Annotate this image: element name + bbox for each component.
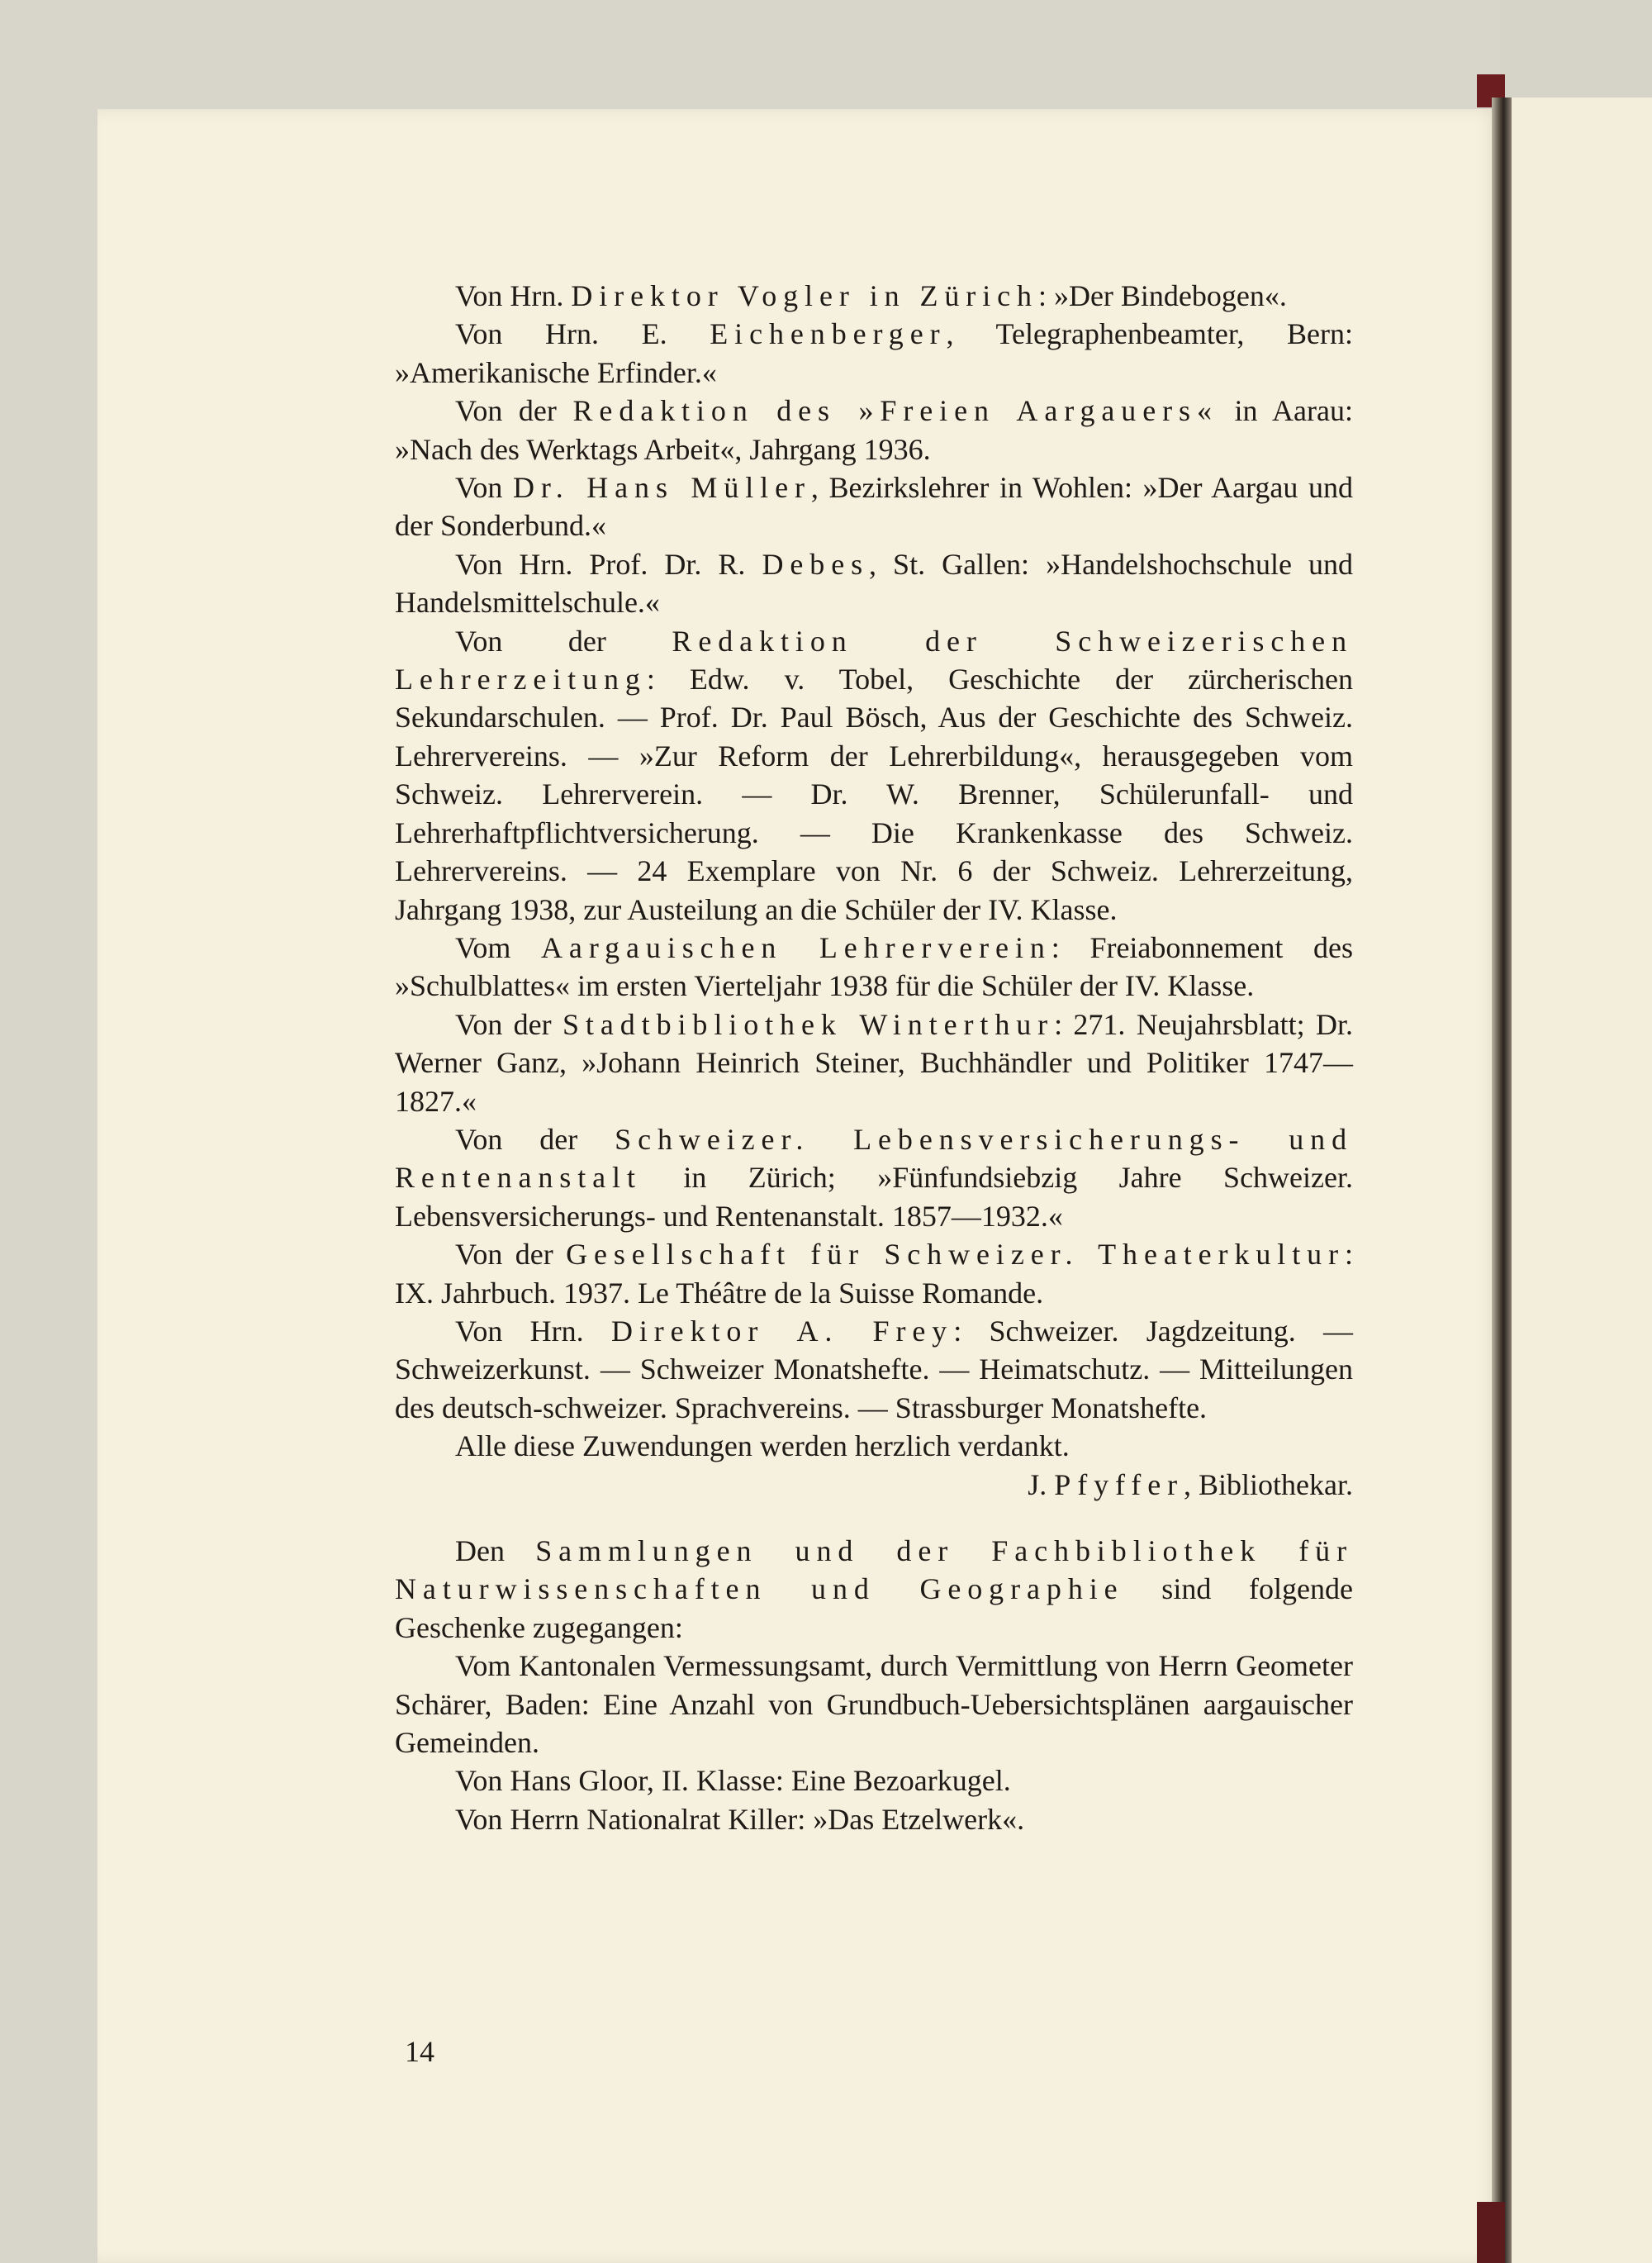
text-segment: sind folgende Geschenke zugegangen: <box>395 1572 1353 1644</box>
signature-line <box>395 1466 1353 1504</box>
spaced-name: Stadtbibliothek Winterthur <box>562 1007 1055 1041</box>
paragraph <box>395 1120 1353 1235</box>
spaced-name: Debes <box>762 547 870 581</box>
text-segment: Von der <box>455 1007 563 1041</box>
signature-name: Pfyffer <box>1054 1467 1184 1501</box>
text-segment: Von Hrn. Prof. Dr. R. <box>455 547 762 581</box>
spaced-name: Direktor A. Frey <box>610 1314 954 1348</box>
paragraph <box>395 315 1353 392</box>
spaced-name: Gesellschaft für Schweizer. Theaterkultur <box>566 1238 1345 1272</box>
spaced-name: Redaktion des »Freien Aargauers« <box>572 394 1218 428</box>
text-segment: : Edw. v. Tobel, Geschichte der zürcherischen Sekundarschulen. — Prof. Dr. Paul Bösch, Aus der Geschichte des Schweiz. Lehrervereins. — »Zur Reform der Lehrerbildung«, herausgegeben vom Schweiz. Lehrerverein. — Dr. W. Brenner, Schülerunfall- und Lehrerhaftpflichtversicherung. — Die Krankenkasse des Schweiz. Lehrervereins. — 24 Exemplare von Nr. 6 der Schweiz. Lehrerzeitung, Jahrgang 1938, zur Austeilung an die Schüler der IV. Klasse. <box>395 663 1353 926</box>
book-gutter <box>1492 97 1512 2263</box>
paragraph <box>395 929 1353 1006</box>
text-segment: Von der <box>455 624 672 658</box>
paragraph <box>395 468 1353 545</box>
text-segment: Von Hrn. <box>455 1314 611 1348</box>
text-segment: Von der <box>455 1122 615 1156</box>
text-segment: : 271. Neujahrsblatt; Dr. Werner Ganz, »Johann Heinrich Steiner, Buchhändler und Politiker 1747—1827.« <box>395 1007 1353 1118</box>
paragraph <box>395 1427 1353 1465</box>
text-segment: Vom <box>455 930 542 964</box>
text-segment: : Freiabonnement des »Schulblattes« im ersten Vierteljahr 1938 für die Schüler der IV. Klasse. <box>395 930 1354 1003</box>
text-segment: Von Herrn Nationalrat Killer: »Das Etzelwerk«. <box>455 1802 1025 1836</box>
text-segment: Von Hrn. E. <box>455 317 710 351</box>
text-segment: Alle diese Zuwendungen werden herzlich verdankt. <box>455 1429 1070 1463</box>
paragraph <box>395 545 1353 622</box>
signature-initial: J. <box>1028 1467 1055 1501</box>
spine-binding-bottom <box>1477 2202 1505 2263</box>
donations-list-collections <box>395 1532 1353 1838</box>
paragraph <box>395 1235 1353 1312</box>
page-text <box>395 277 1353 1838</box>
text-segment: : »Der Bindebogen«. <box>1037 279 1287 312</box>
paragraph <box>395 1312 1353 1427</box>
text-segment: Von <box>455 471 513 505</box>
text-segment: Von der <box>455 394 573 428</box>
text-segment: Von Hrn. <box>455 279 572 312</box>
paragraph <box>395 1761 1353 1799</box>
text-segment: Von Hans Gloor, II. Klasse: Eine Bezoarkugel. <box>455 1764 1011 1798</box>
text-segment: Den <box>455 1534 536 1567</box>
text-segment: : Schweizer. Jagdzeitung. — Schweizerkunst. — Schweizer Monatshefte. — Heimatschutz. — Mitteilungen des deutsch-schweizer. Sprachvereins. — Strassburger Monatshefte. <box>395 1314 1353 1424</box>
paragraph <box>395 1647 1353 1761</box>
text-segment: , Bezirkslehrer in Wohlen: »Der Aargau und der Sonderbund.« <box>395 471 1353 543</box>
text-segment: in Aarau: »Nach des Werktags Arbeit«, Jahrgang 1936. <box>395 394 1353 466</box>
text-segment: Vom Kantonalen Vermessungsamt, durch Vermittlung von Herrn Geometer Schärer, Baden: Eine Anzahl von Grundbuch-Uebersichtsplänen aargauischer Gemeinden. <box>395 1649 1353 1760</box>
spaced-name: Redaktion der Schweizerischen Lehrerzeitung <box>395 624 1353 696</box>
page-number: 14 <box>405 2035 434 2068</box>
text-segment: , St. Gallen: »Handelshochschule und Handelsmittelschule.« <box>395 547 1353 620</box>
text-segment: in Zürich; »Fünfundsiebzig Jahre Schweizer. Lebensversicherungs- und Rentenanstalt. 1857—1932.« <box>395 1161 1353 1233</box>
paragraph <box>395 1006 1353 1120</box>
spaced-name: Schweizer. Lebensversicherungs- und Rentenanstalt <box>395 1122 1353 1195</box>
spaced-name: Sammlungen und der Fachbibliothek für Naturwissenschaften und Geographie <box>395 1534 1353 1606</box>
paragraph <box>395 392 1353 468</box>
section-gap <box>395 1504 1353 1532</box>
spaced-name: Direktor Vogler in Zürich <box>571 279 1038 312</box>
paragraph <box>395 1532 1353 1647</box>
paragraph <box>395 1800 1353 1838</box>
text-segment: , Telegraphenbeamter, Bern: »Amerikanische Erfinder.« <box>395 317 1353 389</box>
paragraph <box>395 622 1353 929</box>
spaced-name: Aargauischen Lehrerverein <box>541 930 1051 964</box>
text-segment: Von der <box>455 1238 567 1272</box>
facing-page-edge <box>1512 97 1652 2263</box>
paragraph <box>395 277 1353 315</box>
donations-list-library <box>395 277 1353 1466</box>
signature-role: , Bibliothekar. <box>1184 1467 1353 1501</box>
spaced-name: Dr. Hans Müller <box>512 471 811 505</box>
text-segment: : IX. Jahrbuch. 1937. Le Théâtre de la Suisse Romande. <box>395 1238 1353 1310</box>
spaced-name: Eichenberger <box>710 317 947 351</box>
